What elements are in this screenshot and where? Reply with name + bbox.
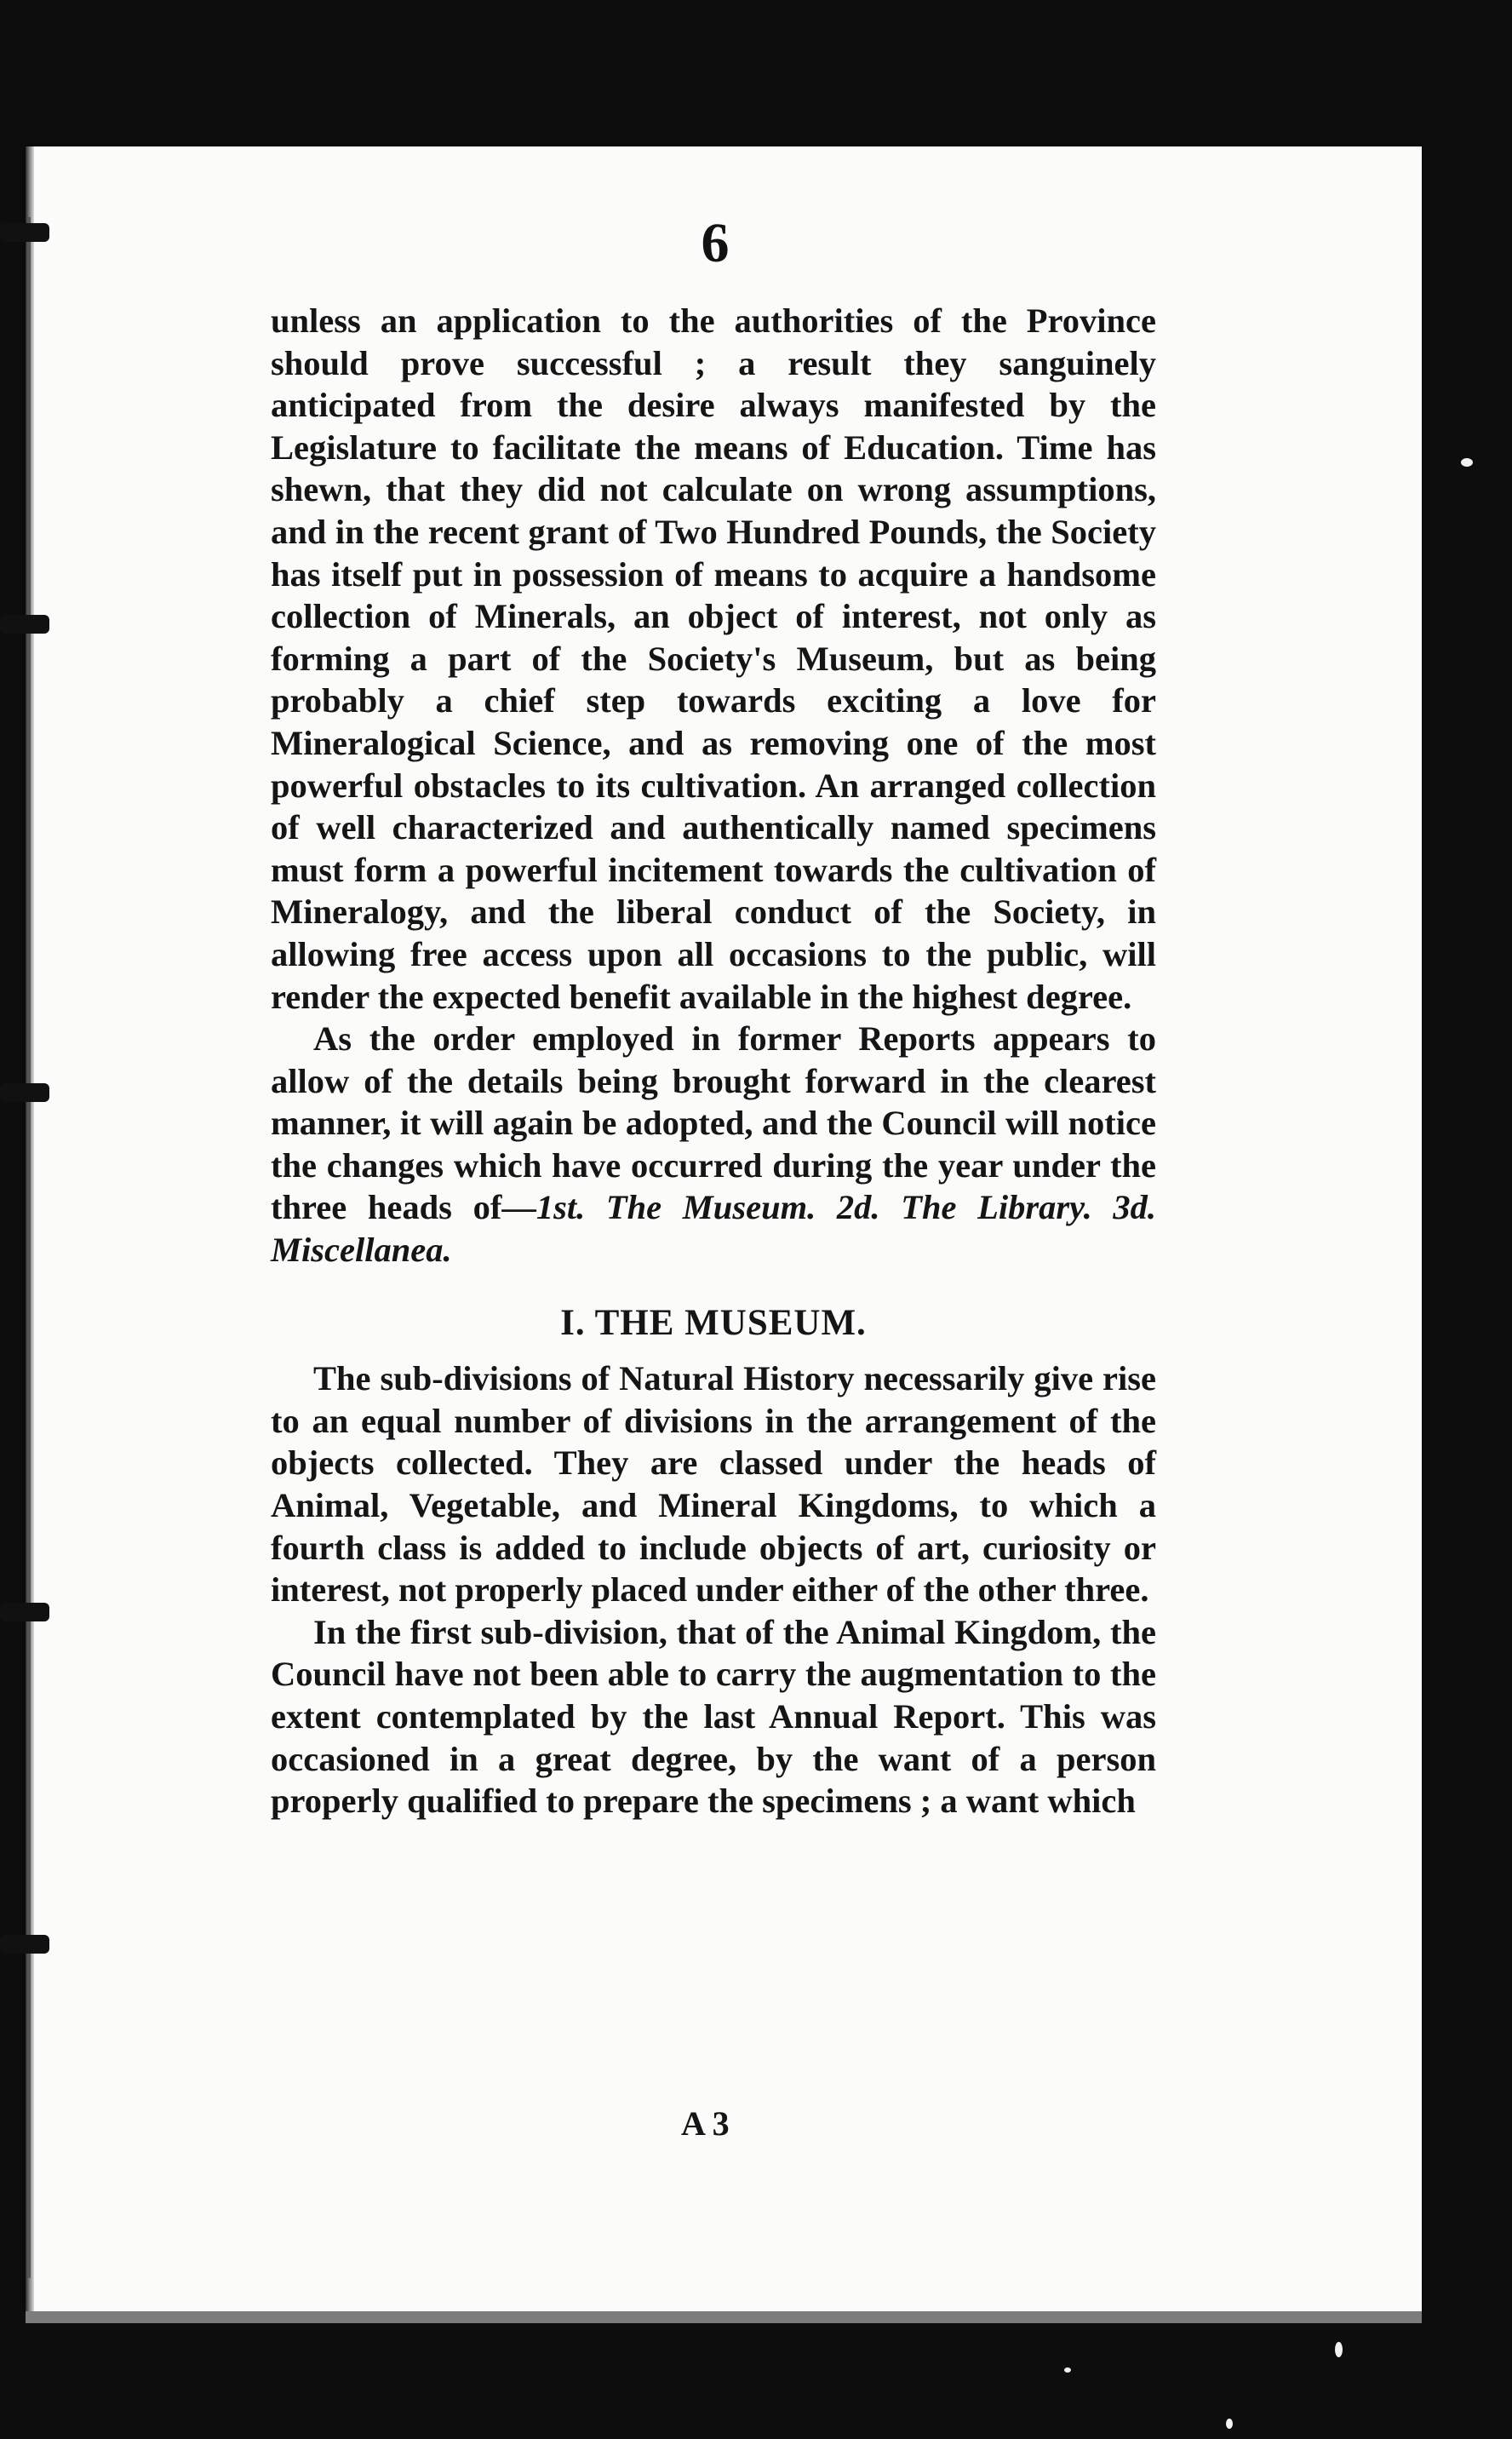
page-number: 6 <box>701 212 730 274</box>
paragraph-2-text: As the order employed in former Reports appears to allow of the details being brought forward in the clearest manner, it will again be adopted, and the Council will notice the changes which have occurred during the year under the three heads of— <box>271 1019 1156 1227</box>
head-1-title: The Museum. <box>605 1188 816 1227</box>
scan-speck <box>1226 2419 1233 2429</box>
head-2-title: The Library. <box>901 1188 1092 1227</box>
scan-speck <box>1064 2367 1071 2373</box>
scan-speck <box>1461 458 1473 467</box>
head-1-ordinal: 1st. <box>536 1188 586 1227</box>
binding-stitch <box>0 223 49 242</box>
body-text <box>271 300 1156 1822</box>
paragraph-3: The sub-divisions of Natural History necessarily give rise to an equal number of divisions in the arrangement of the objects collected. They are classed under the heads of Animal, Vegetable, and Mineral Kingdoms, to which a fourth class is added to include objects of art, curiosity or interest, not properly placed under either of the other three. <box>271 1359 1156 1610</box>
binding-stitch <box>0 1603 49 1621</box>
paragraph-4: In the first sub-division, that of the Animal Kingdom, the Council have not been able to carry the augmentation to the extent contemplated by the last Annual Report. This was occasioned in a great degree, by the want of a person properly qualified to prepare the specimens ; a want which <box>271 1612 1156 1821</box>
paragraph-1: unless an application to the authorities of the Province should prove successful ; a result they sanguinely anticipated from the desire always manifested by the Legislature to facilitate the means of Education. Time has shewn, that they did not calculate on wrong assumptions, and in the recent grant of Two Hundred Pounds, the Society has itself put in possession of means to acquire a handsome collection of Minerals, an object of interest, not only as forming a part of the Society's Museum, but as being probably a chief step towards exciting a love for Mineralogical Science, and as removing one of the most powerful obstacles to its cultivation. An arranged collection of well characterized and authentically named specimens must form a powerful incitement towards the cultivation of Mineralogy, and the liberal conduct of the Society, in allowing free access upon all occasions to the public, will render the expected benefit available in the highest degree. <box>271 301 1156 1016</box>
head-2-ordinal: 2d. <box>836 1188 880 1227</box>
page-bottom-edge <box>26 2311 1422 2323</box>
binding-stitch <box>0 1083 49 1102</box>
head-3-ordinal: 3d. <box>1113 1188 1157 1227</box>
binding-stitch <box>0 1935 49 1954</box>
paragraph-2 <box>271 1018 1156 1271</box>
binding-thread <box>27 217 31 2278</box>
signature-mark: A 3 <box>681 2104 730 2143</box>
head-3-title: Miscellanea. <box>271 1231 452 1270</box>
scan-speck <box>1335 2342 1343 2357</box>
section-heading: I. THE MUSEUM. <box>560 1302 867 1343</box>
binding-stitch <box>0 615 49 634</box>
